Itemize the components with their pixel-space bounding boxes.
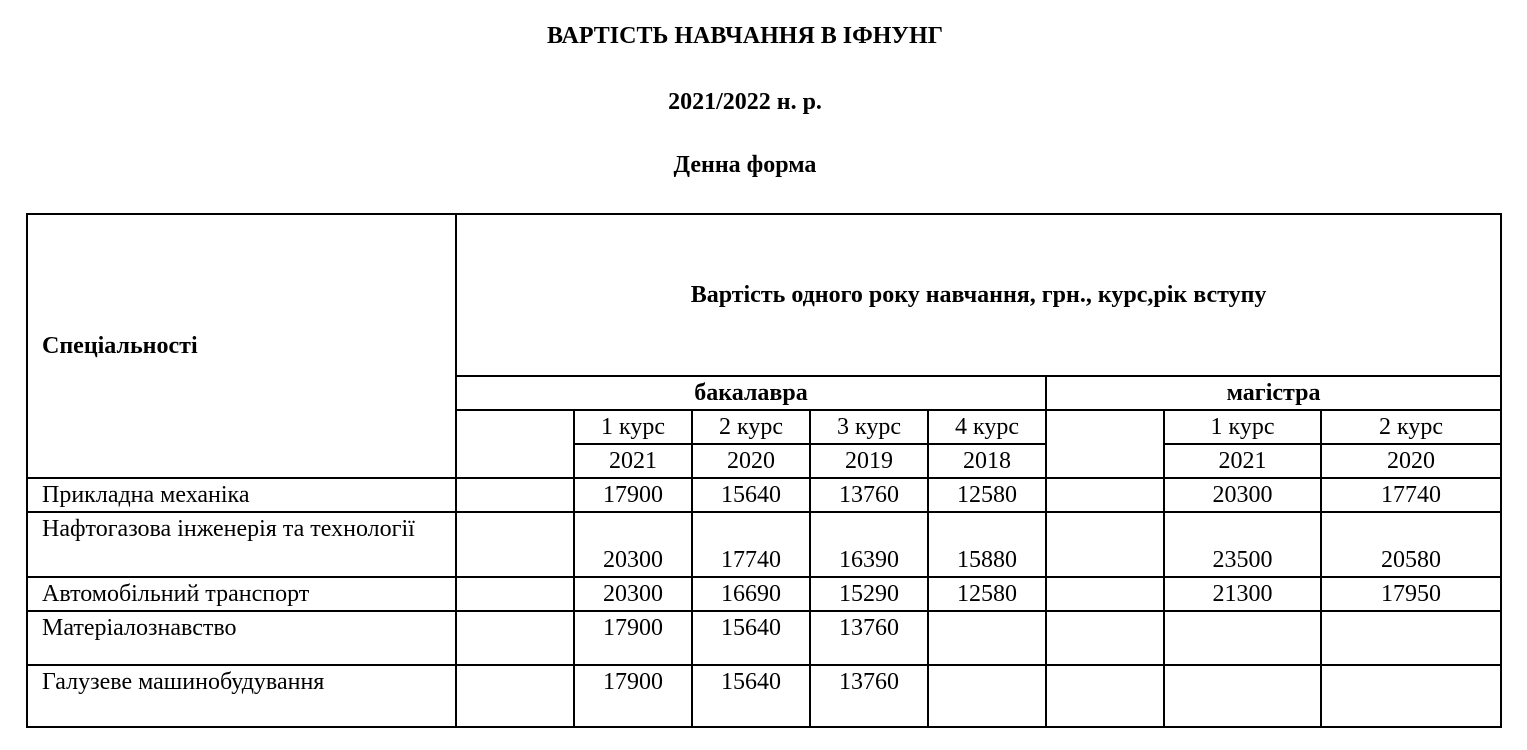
price-cell: 20580 [1321, 512, 1501, 577]
price-cell [928, 611, 1046, 665]
empty-cell [456, 512, 574, 577]
price-cell: 17900 [574, 611, 692, 665]
price-cell: 17950 [1321, 577, 1501, 611]
page-title: ВАРТІСТЬ НАВЧАННЯ В ІФНУНГ [547, 23, 943, 49]
price-cell: 16690 [692, 577, 810, 611]
price-cell: 13760 [810, 665, 928, 727]
academic-year: 2021/2022 н. р. [668, 89, 822, 115]
empty-cell [1046, 478, 1164, 512]
table-row [27, 611, 1501, 665]
tuition-cost-table [26, 213, 1502, 728]
price-cell: 15880 [928, 512, 1046, 577]
empty-cell [456, 665, 574, 727]
table-row [27, 512, 1501, 577]
bachelor-course-1: 1 курс [574, 410, 692, 444]
table-row [27, 478, 1501, 512]
empty-cell [1046, 410, 1164, 478]
bachelor-course-4: 4 курс [928, 410, 1046, 444]
study-form: Денна форма [673, 152, 817, 178]
price-cell: 15640 [692, 611, 810, 665]
price-cell [1164, 611, 1321, 665]
price-cell: 16390 [810, 512, 928, 577]
price-cell: 20300 [574, 512, 692, 577]
master-header: магістра [1046, 376, 1501, 410]
cost-header: Вартість одного року навчання, грн., курс,рік вступу [456, 214, 1501, 376]
specialty-name: Автомобільний транспорт [27, 577, 456, 611]
specialty-name: Прикладна механіка [27, 478, 456, 512]
bachelor-course-3: 3 курс [810, 410, 928, 444]
price-cell: 13760 [810, 478, 928, 512]
master-course-1: 1 курс [1164, 410, 1321, 444]
specialty-name: Матеріалознавство [27, 611, 456, 665]
price-cell [1321, 665, 1501, 727]
price-cell: 13760 [810, 611, 928, 665]
price-cell: 15640 [692, 478, 810, 512]
bachelor-header: бакалавра [456, 376, 1046, 410]
empty-cell [456, 577, 574, 611]
empty-cell [456, 410, 574, 478]
price-cell: 17740 [1321, 478, 1501, 512]
price-cell [1164, 665, 1321, 727]
specialty-name: Нафтогазова інженерія та технології [27, 512, 456, 577]
table-row [27, 665, 1501, 727]
bachelor-year-4: 2018 [928, 444, 1046, 478]
price-cell: 12580 [928, 478, 1046, 512]
price-cell: 21300 [1164, 577, 1321, 611]
empty-cell [456, 478, 574, 512]
bachelor-year-1: 2021 [574, 444, 692, 478]
master-year-1: 2021 [1164, 444, 1321, 478]
bachelor-year-3: 2019 [810, 444, 928, 478]
price-cell: 23500 [1164, 512, 1321, 577]
bachelor-course-2: 2 курс [692, 410, 810, 444]
specialty-name: Галузеве машинобудування [27, 665, 456, 727]
price-cell: 12580 [928, 577, 1046, 611]
price-cell: 17740 [692, 512, 810, 577]
price-cell: 20300 [1164, 478, 1321, 512]
empty-cell [1046, 611, 1164, 665]
empty-cell [1046, 512, 1164, 577]
price-cell: 15290 [810, 577, 928, 611]
price-cell: 17900 [574, 478, 692, 512]
bachelor-year-2: 2020 [692, 444, 810, 478]
price-cell: 17900 [574, 665, 692, 727]
price-cell [1321, 611, 1501, 665]
price-cell: 15640 [692, 665, 810, 727]
empty-cell [1046, 665, 1164, 727]
master-course-2: 2 курс [1321, 410, 1501, 444]
empty-cell [456, 611, 574, 665]
price-cell: 20300 [574, 577, 692, 611]
table-row [27, 577, 1501, 611]
empty-cell [1046, 577, 1164, 611]
master-year-2: 2020 [1321, 444, 1501, 478]
price-cell [928, 665, 1046, 727]
specialties-header: Спеціальності [27, 214, 456, 478]
header-row [27, 214, 1501, 376]
